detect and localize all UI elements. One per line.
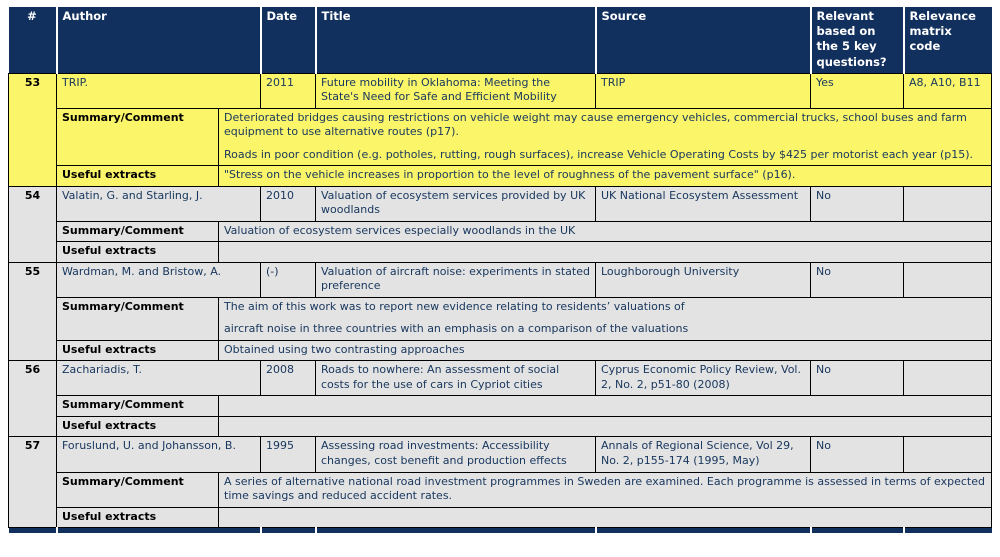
- col-date: Date: [261, 7, 316, 73]
- header-row: [9, 7, 992, 73]
- extracts-label: Useful extracts: [57, 340, 219, 361]
- extracts-row: [9, 242, 992, 263]
- extracts-content: [219, 416, 992, 437]
- row-number: 57: [9, 437, 57, 528]
- summary-row: [9, 221, 992, 242]
- table-body: [9, 73, 992, 533]
- entry-main-row: [9, 73, 992, 108]
- relevant-cell: No: [811, 186, 904, 221]
- extracts-content: [219, 242, 992, 263]
- title-cell: Roads to nowhere: An assessment of social costs for the use of cars in Cypriot cities: [316, 361, 596, 396]
- title-cell: Valuation of ecosystem services provided by UK woodlands: [316, 186, 596, 221]
- summary-content: [219, 221, 992, 242]
- relevant-cell: Yes: [811, 73, 904, 108]
- date-cell: (-): [261, 262, 316, 297]
- source-cell: Annals of Regional Science, Vol 29, No. 2, p155-174 (1995, May): [596, 437, 811, 472]
- col-relevance-code: Relevance matrix code: [904, 7, 992, 73]
- col-title: Title: [316, 7, 596, 73]
- summary-row: [9, 472, 992, 507]
- next-page-header-strip-cell: [316, 528, 596, 534]
- date-cell: 1995: [261, 437, 316, 472]
- extracts-row: [9, 416, 992, 437]
- summary-label: Summary/Comment: [57, 221, 219, 242]
- col-source: Source: [596, 7, 811, 73]
- date-cell: 2010: [261, 186, 316, 221]
- author-cell: Wardman, M. and Bristow, A.: [57, 262, 261, 297]
- row-number: 55: [9, 262, 57, 361]
- summary-label: Summary/Comment: [57, 396, 219, 417]
- next-page-header-strip-cell: [57, 528, 261, 534]
- literature-review-table: [8, 7, 992, 533]
- summary-content: [219, 472, 992, 507]
- next-page-header-strip: [9, 528, 992, 534]
- next-page-header-strip-cell: [811, 528, 904, 534]
- relevance-code-cell: [904, 361, 992, 396]
- summary-row: [9, 108, 992, 166]
- extracts-row: [9, 166, 992, 187]
- title-cell: Assessing road investments: Accessibility changes, cost benefit and production effects: [316, 437, 596, 472]
- extracts-content: [219, 340, 992, 361]
- summary-content-paragraph: aircraft noise in three countries with an emphasis on a comparison of the valuations: [224, 322, 689, 336]
- entry-main-row: [9, 186, 992, 221]
- relevance-code-cell: [904, 262, 992, 297]
- col-author: Author: [57, 7, 261, 73]
- next-page-header-strip-cell: [9, 528, 57, 534]
- extracts-row: [9, 340, 992, 361]
- summary-content-paragraph: A series of alternative national road investment programmes in Sweden are examined. Each programme is assessed in terms of expected time savings and reduced accident rates.: [224, 474, 985, 503]
- relevant-cell: No: [811, 437, 904, 472]
- extracts-label: Useful extracts: [57, 416, 219, 437]
- summary-row: [9, 297, 992, 340]
- date-cell: 2011: [261, 73, 316, 108]
- title-cell: Future mobility in Oklahoma: Meeting the State's Need for Safe and Efficient Mobility: [316, 73, 596, 108]
- author-cell: TRIP.: [57, 73, 261, 108]
- col-relevant: Relevant based on the 5 key questions?: [811, 7, 904, 73]
- next-page-header-strip-cell: [904, 528, 992, 534]
- date-cell: 2008: [261, 361, 316, 396]
- col-number: #: [9, 7, 57, 73]
- summary-content: [219, 297, 992, 340]
- next-page-header-strip-cell: [261, 528, 316, 534]
- summary-content-paragraph: Valuation of ecosystem services especially woodlands in the UK: [224, 223, 576, 237]
- row-number: 53: [9, 73, 57, 186]
- author-cell: Foruslund, U. and Johansson, B.: [57, 437, 261, 472]
- title-cell: Valuation of aircraft noise: experiments in stated preference: [316, 262, 596, 297]
- source-cell: Loughborough University: [596, 262, 811, 297]
- summary-content: [219, 396, 992, 417]
- author-cell: Valatin, G. and Starling, J.: [57, 186, 261, 221]
- extracts-content: [219, 166, 992, 187]
- relevance-code-cell: [904, 186, 992, 221]
- author-cell: Zachariadis, T.: [57, 361, 261, 396]
- extracts-content-paragraph: Obtained using two contrasting approaches: [224, 342, 465, 356]
- row-number: 56: [9, 361, 57, 437]
- table-header: [9, 7, 992, 73]
- relevant-cell: No: [811, 361, 904, 396]
- entry-main-row: [9, 361, 992, 396]
- source-cell: Cyprus Economic Policy Review, Vol. 2, No. 2, p51-80 (2008): [596, 361, 811, 396]
- row-number: 54: [9, 186, 57, 262]
- relevant-cell: No: [811, 262, 904, 297]
- extracts-label: Useful extracts: [57, 507, 219, 528]
- next-page-header-strip-cell: [596, 528, 811, 534]
- source-cell: UK National Ecosystem Assessment: [596, 186, 811, 221]
- summary-content-paragraph: Roads in poor condition (e.g. potholes, rutting, rough surfaces), increase Vehicle Operating Costs by $425 per motorist each year (p15).: [224, 147, 974, 161]
- summary-content-paragraph: The aim of this work was to report new evidence relating to residents’ valuations of: [224, 299, 685, 313]
- relevance-code-cell: [904, 437, 992, 472]
- summary-label: Summary/Comment: [57, 472, 219, 507]
- entry-main-row: [9, 437, 992, 472]
- entry-main-row: [9, 262, 992, 297]
- extracts-row: [9, 507, 992, 528]
- summary-label: Summary/Comment: [57, 108, 219, 166]
- extracts-content: [219, 507, 992, 528]
- summary-label: Summary/Comment: [57, 297, 219, 340]
- extracts-content-paragraph: "Stress on the vehicle increases in proportion to the level of roughness of the pavement surface" (p16).: [224, 168, 796, 182]
- extracts-label: Useful extracts: [57, 166, 219, 187]
- summary-content: [219, 108, 992, 166]
- extracts-label: Useful extracts: [57, 242, 219, 263]
- summary-row: [9, 396, 992, 417]
- summary-content-paragraph: Deteriorated bridges causing restrictions on vehicle weight may cause emergency vehicles, commercial trucks, school buses and farm equipment to use alternative routes (p17).: [224, 110, 967, 139]
- source-cell: TRIP: [596, 73, 811, 108]
- relevance-code-cell: A8, A10, B11: [904, 73, 992, 108]
